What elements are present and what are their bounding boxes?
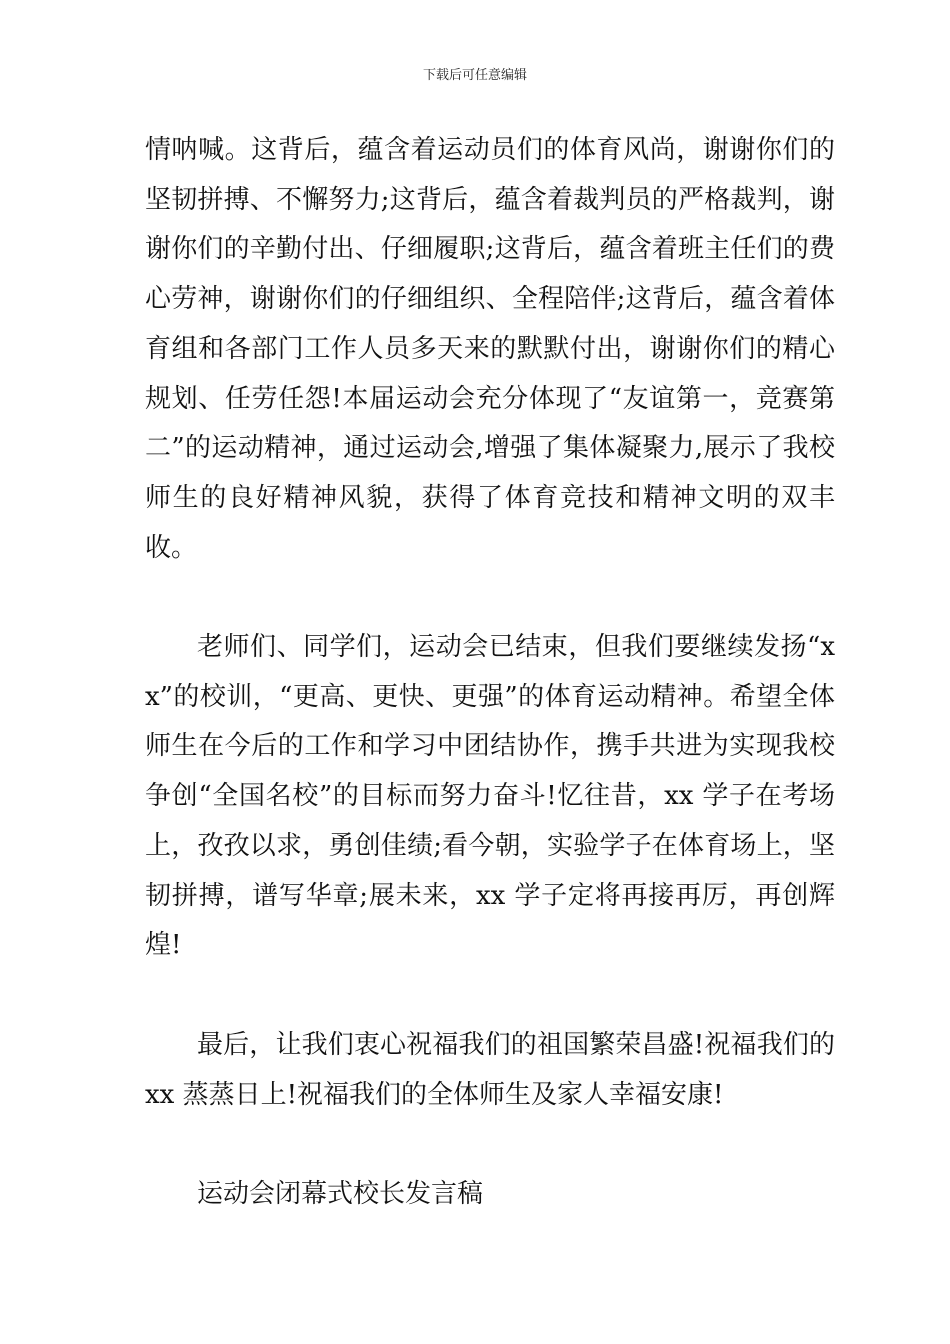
next-document-title: 运动会闭幕式校长发言稿 [197,1179,484,1209]
paragraph-closing-thanks: 情呐喊。这背后，蕴含着运动员们的体育风尚，谢谢你们的坚韧拼搏、不懈努力;这背后，蕴含着裁判员的严格裁判，谢谢你们的辛勤付出、仔细履职;这背后，蕴含着班主任们的费心劳神，谢谢你们的仔细组织、全程陪伴;这背后，蕴含着体育组和各部门工作人员多天来的默默付出，谢谢你们的精心规划、任劳任怨!本届运动会充分体现了“友谊第一，竞赛第二”的运动精神，通过运动会,增强了集体凝聚力,展示了我校师生的良好精神风貌，获得了体育竞技和精神文明的双丰收。 [145,135,835,563]
page-header-note: 下载后可任意编辑 [422,68,527,83]
paragraph-school-spirit: 老师们、同学们，运动会已结束，但我们要继续发扬“xx”的校训，“更高、更快、更强”的体育运动精神。希望全体师生在今后的工作和学习中团结协作，携手共进为实现我校争创“全国名校”的目标而努力奋斗!忆往昔，xx 学子在考场上，孜孜以求，勇创佳绩;看今朝，实验学子在体育场上，坚韧拼搏，谱写华章;展未来，xx 学子定将再接再厉，再创辉煌! [145,632,835,961]
paragraph-final-blessing: 最后，让我们衷心祝福我们的祖国繁荣昌盛!祝福我们的 xx 蒸蒸日上!祝福我们的全体师生及家人幸福安康! [145,1030,835,1110]
